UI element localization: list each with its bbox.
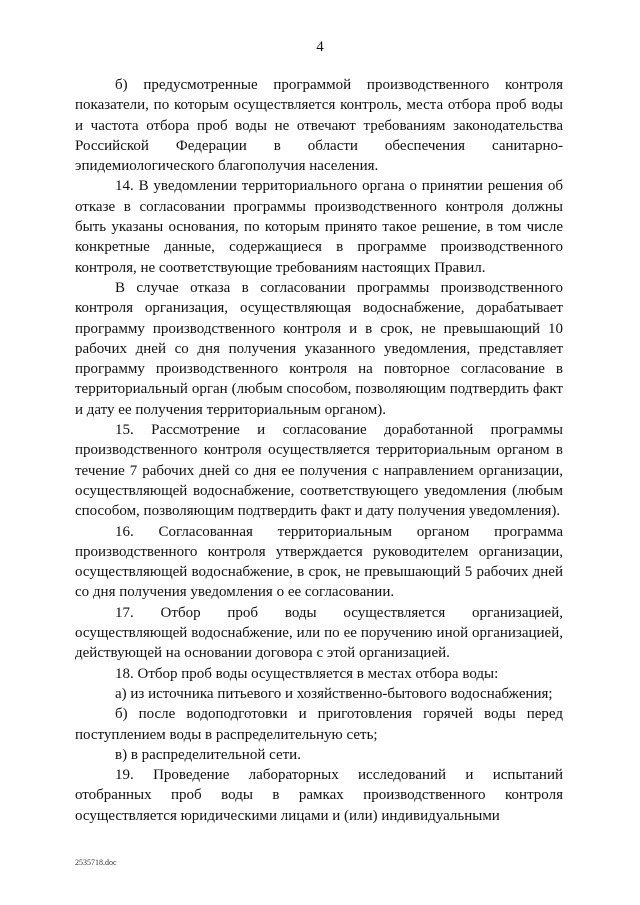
paragraph-16: 16. Согласованная территориальным органом программа производственного контроля утверждается руководителем организации, осуществляющей водоснабжение, в срок, не превышающий 5 рабочих дней со дня получения уведомления о ее согласовании. bbox=[75, 523, 563, 601]
paragraph-18-b: б) после водоподготовки и приготовления горячей воды перед поступлением воды в распределительную сеть; bbox=[75, 706, 563, 743]
paragraph-17: 17. Отбор проб воды осуществляется организацией, осуществляющей водоснабжение, или по ее поручению иной организацией, действующей на основании договора с этой организацией. bbox=[75, 604, 563, 662]
document-file-code: 2535718.doc bbox=[75, 858, 117, 867]
paragraph-18-a: а) из источника питьевого и хозяйственно-бытового водоснабжения; bbox=[115, 685, 553, 702]
paragraph-19: 19. Проведение лабораторных исследований и испытаний отобранных проб воды в рамках производственного контроля осуществляется юридическими лицами и (или) индивидуальными bbox=[75, 767, 563, 824]
paragraph-18-c: в) в распределительной сети. bbox=[115, 746, 301, 763]
page-number: 4 bbox=[316, 39, 324, 55]
paragraph-b-indicators: б) предусмотренные программой производственного контроля показатели, по которым осуществляется контроль, места отбора проб воды и частота отбора проб воды не отвечают требованиям законодательства Российской Федерации в области обеспечения санитарно-эпидемиологического благополучия населения. bbox=[75, 77, 563, 175]
paragraph-18: 18. Отбор проб воды осуществляется в местах отбора воды: bbox=[115, 665, 499, 682]
document-body bbox=[75, 75, 563, 826]
paragraph-refusal-case: В случае отказа в согласовании программы производственного контроля организация, осуществляющая водоснабжение, дорабатывает программу производственного контроля и в срок, не превышающий 10 рабочих дней со дня получения указанного уведомления, представляет программу производственного контроля на повторное согласование в территориальный орган (любым способом, позволяющим подтвердить факт и дату ее получения территориальным органом). bbox=[75, 279, 563, 418]
paragraph-14: 14. В уведомлении территориального органа о принятии решения об отказе в согласовании программы производственного контроля должны быть указаны основания, по которым принято такое решение, в том числе конкретные данные, содержащиеся в программе производственного контроля, не соответствующие требованиям настоящих Правил. bbox=[75, 178, 563, 276]
paragraph-15: 15. Рассмотрение и согласование доработанной программы производственного контроля осуществляется территориальным органом в течение 7 рабочих дней со дня ее получения с направлением организации, осуществляющей водоснабжение, соответствующего уведомления (любым способом, позволяющим подтвердить факт и дату получения уведомления). bbox=[75, 422, 563, 520]
